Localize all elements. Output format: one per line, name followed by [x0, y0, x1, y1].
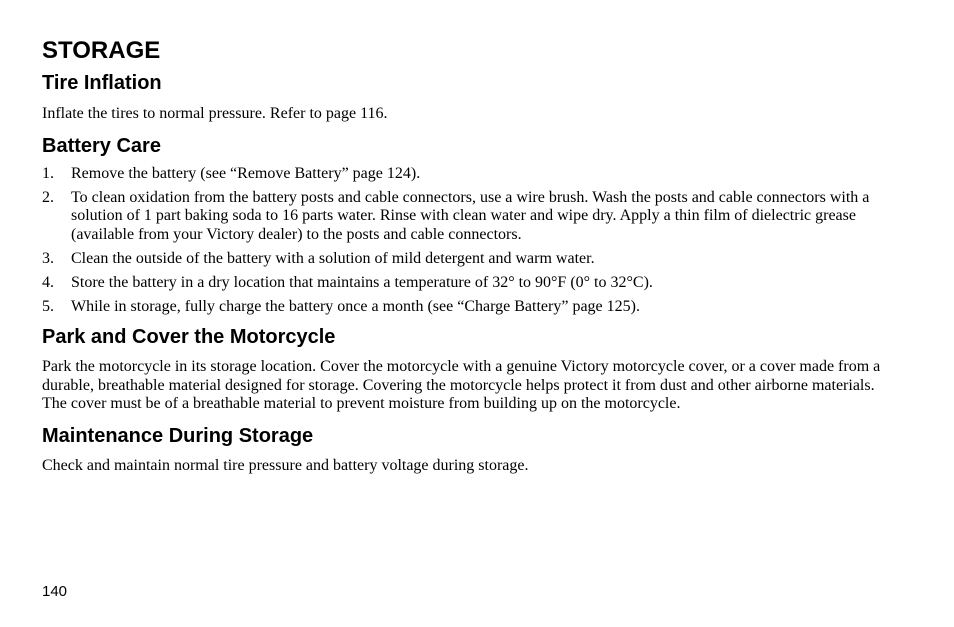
maintenance-heading: Maintenance During Storage — [42, 424, 314, 447]
tire-inflation-text: Inflate the tires to normal pressure. Refer to page 116. — [42, 105, 388, 122]
battery-step-1 — [42, 165, 902, 184]
battery-step-2 — [42, 189, 902, 245]
battery-care-steps — [42, 165, 902, 317]
step-number: 4. — [42, 273, 54, 291]
step-text: Clean the outside of the battery with a solution of mild detergent and warm water. — [71, 249, 595, 267]
step-text: While in storage, fully charge the battery once a month (see “Charge Battery” page 125). — [71, 297, 640, 315]
step-number: 1. — [42, 164, 54, 182]
battery-step-4 — [42, 274, 902, 293]
step-text: To clean oxidation from the battery posts and cable connectors, use a wire brush. Wash the posts and cable connectors with a solution of 1 part baking soda to 16 parts water. Rinse with clean water and wipe dry. Apply a thin film of dielectric grease (available from your Victory dealer) to the posts and cable connectors. — [71, 188, 870, 243]
page-number: 140 — [42, 583, 68, 600]
step-text: Store the battery in a dry location that maintains a temperature of 32° to 90°F (0° to 32°C). — [71, 273, 653, 291]
maintenance-text: Check and maintain normal tire pressure and battery voltage during storage. — [42, 456, 529, 474]
step-number: 2. — [42, 188, 54, 206]
page-title: STORAGE — [42, 37, 161, 64]
park-cover-text: Park the motorcycle in its storage location. Cover the motorcycle with a genuine Victory motorcycle cover, or a cover made from a durable, breathable material designed for storage. Covering the motorcycle helps protect it from dust and other airborne materials. The cover must be of a breathable material to prevent moisture from building up on the motorcycle. — [42, 358, 881, 412]
page-content — [42, 36, 902, 475]
step-number: 3. — [42, 249, 54, 267]
step-number: 5. — [42, 297, 54, 315]
tire-inflation-heading: Tire Inflation — [42, 72, 162, 94]
battery-step-3 — [42, 250, 902, 269]
battery-care-heading: Battery Care — [42, 134, 161, 157]
step-text: Remove the battery (see “Remove Battery” page 124). — [71, 164, 421, 182]
park-cover-heading: Park and Cover the Motorcycle — [42, 326, 336, 348]
battery-step-5 — [42, 298, 902, 317]
